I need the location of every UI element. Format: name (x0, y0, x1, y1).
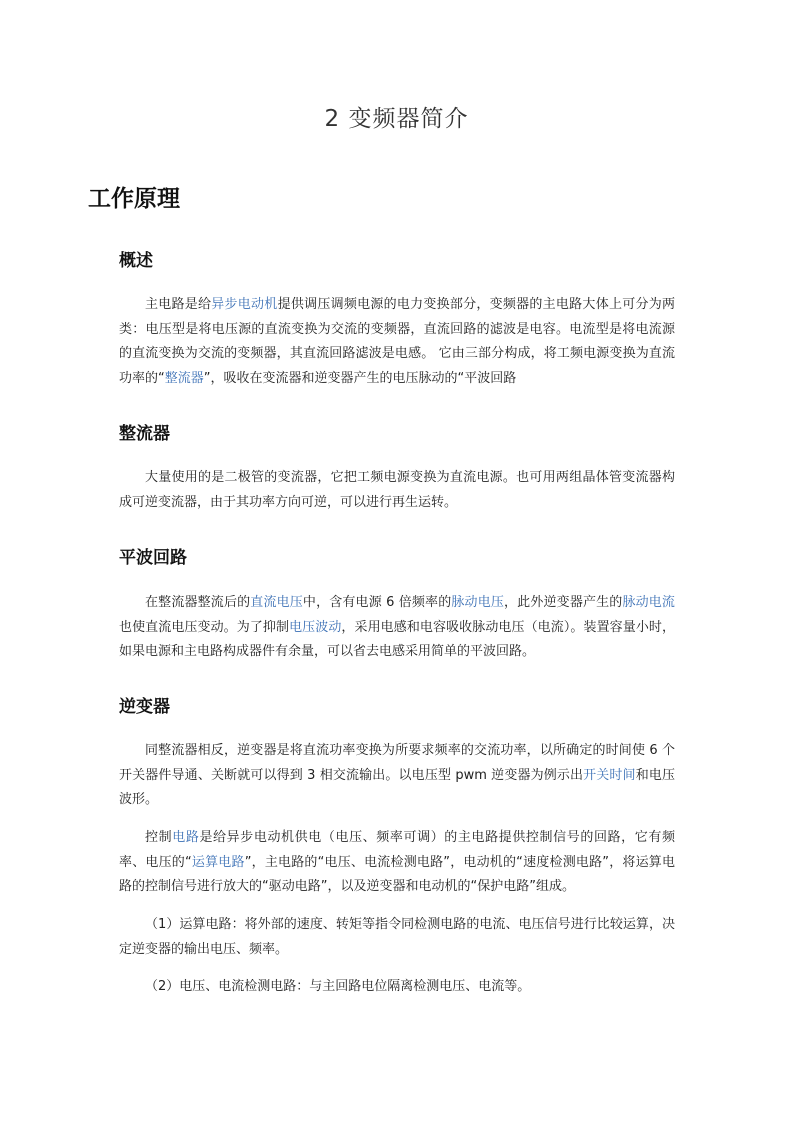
paragraph-text: 在整流器整流后的 (145, 595, 251, 610)
paragraph-text: 是给异步电动机供电（电压、频率可调）的主电路提供控制信号的回路，它有频率、电压的“ (119, 830, 675, 870)
document-title: 2 变频器简介 (324, 106, 469, 132)
paragraph-text: ”，主电路的“电压、电流检测电路”，电动机的“速度检测电路”，将运算电路的控制信号进行放大的“驱动电路”，以及逆变器和电动机的“保护电路”组成。 (119, 854, 675, 895)
paragraph-text: （2）电压、电流检测电路：与主回路电位隔离检测电压、电流等。 (145, 979, 531, 994)
paragraph-text: ”，吸收在变流器和逆变器产生的电压脉动的“平波回路 (203, 371, 517, 387)
paragraph-text: 和电压波形。 (119, 767, 675, 808)
paragraph-text: ，采用电感和电容吸收脉动电压（电流）。装置容量小时，如果电源和主电路构成器件有余量，可以省去电感采用简单的平波回路。 (119, 619, 675, 660)
paragraph-arithmetic-circuit (119, 913, 675, 962)
inline-link[interactable]: 整流器 (164, 371, 204, 387)
paragraph-text: 控制 (145, 830, 173, 845)
paragraph-overview (119, 293, 675, 392)
section-title: 工作原理 (88, 186, 180, 212)
subsection-heading-overview: 概述 (119, 251, 153, 271)
inline-link[interactable]: 脉动电流 (622, 595, 675, 610)
inline-link[interactable]: 脉动电压 (451, 595, 505, 610)
paragraph-detection-circuit (119, 975, 675, 1000)
paragraph-text: 同整流器相反，逆变器是将直流功率变换为所要求频率的交流功率，以所确定的时间使 6 个开关器件导通、关断就可以得到 3 相交流输出。以电压型 pwm 逆变器为例示出 (119, 743, 675, 783)
paragraph-text: 大量使用的是二极管的变流器，它把工频电源变换为直流电源。也可用两组晶体管变流器构成可逆变流器，由于其功率方向可逆，可以进行再生运转。 (119, 470, 675, 510)
paragraph-text: 主电路是给 (145, 297, 212, 312)
paragraph-text: （1）运算电路：将外部的速度、转矩等指令同检测电路的电流、电压信号进行比较运算，决定逆变器的输出电压、频率。 (119, 917, 675, 957)
inline-link[interactable]: 开关时间 (583, 767, 636, 783)
paragraph-text: ，此外逆变器产生的 (504, 595, 623, 610)
paragraph-rectifier (119, 466, 675, 515)
inline-link[interactable]: 运算电路 (191, 854, 245, 870)
subsection-heading-smoothing-circuit: 平波回路 (119, 548, 187, 568)
inline-link[interactable]: 电压波动 (289, 619, 342, 635)
paragraph-text: 提供调压调频电源的电力变换部分，变频器的主电路大体上可分为两类：电压型是将电压源的直流变换为交流的变频器，直流回路的滤波是电容。电流型是将电流源的直流变换为交流的变频器，其直流回路滤波是电感。 它由三部分构成，将工频电源变换为直流功率的“ (119, 297, 675, 387)
subsection-heading-rectifier: 整流器 (119, 424, 170, 444)
paragraph-inverter-1 (119, 739, 675, 813)
inline-link[interactable]: 电路 (172, 830, 200, 845)
paragraph-smoothing-circuit (119, 591, 675, 665)
inline-link[interactable]: 直流电压 (250, 595, 303, 610)
inline-link[interactable]: 异步电动机 (211, 297, 278, 312)
paragraph-control-circuit (119, 826, 675, 900)
paragraph-text: 中，含有电源 6 倍频率的 (302, 595, 452, 610)
subsection-heading-inverter: 逆变器 (119, 697, 170, 717)
paragraph-text: 也使直流电压变动。为了抑制 (119, 619, 290, 635)
